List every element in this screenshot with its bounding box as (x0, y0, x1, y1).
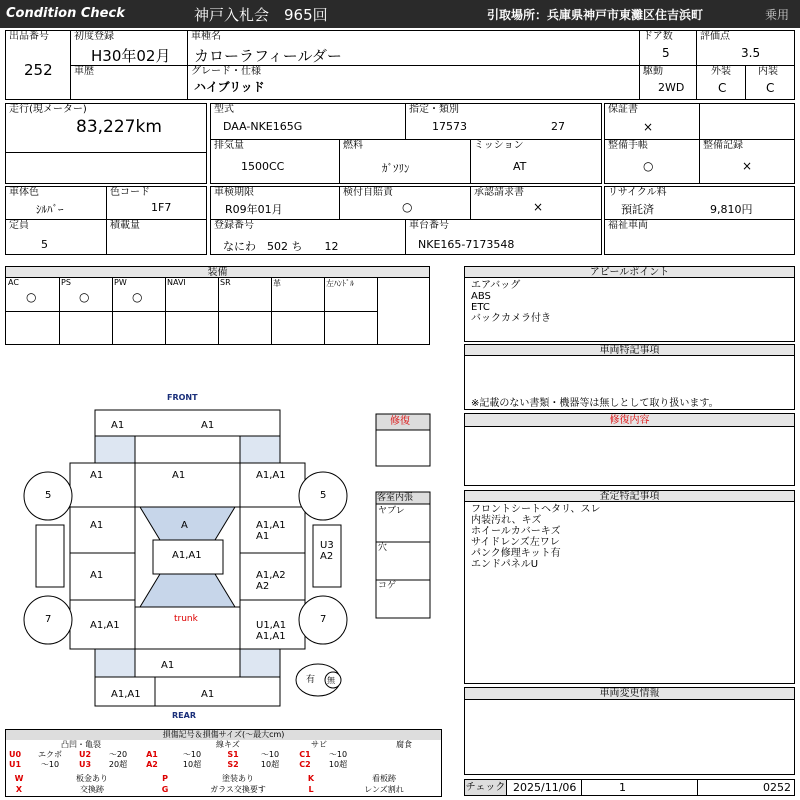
equipment-item (112, 278, 166, 312)
damage-code: A1 (201, 689, 215, 700)
damage-code: U3 (320, 540, 334, 551)
legend-code: U3 (78, 760, 92, 769)
legend (5, 729, 442, 797)
legend-desc: 10超 (182, 760, 202, 769)
car-diagram-svg (0, 380, 460, 720)
legend-code: S2 (227, 760, 239, 769)
legend-desc: 〜20 (108, 750, 128, 759)
check-label: チェック (465, 782, 506, 793)
equipment-label: PS (61, 278, 71, 287)
legend-code: G (161, 785, 169, 794)
tire-rear-left: 7 (45, 614, 52, 625)
damage-code: A1 (161, 660, 175, 671)
legend-desc: 〜10 (182, 750, 202, 759)
damage-code: A1 (201, 420, 215, 431)
damage-code: A1,A1 (111, 689, 141, 700)
change-panel (464, 699, 795, 775)
type-cell: 型式 DAA-NKE165G (210, 103, 406, 140)
car-diagram (0, 380, 460, 720)
tire-front-right: 5 (320, 490, 327, 501)
ccode-cell: 色コード 1F7 (106, 186, 207, 220)
color-value: ｼﾙﾊﾞｰ (36, 203, 64, 216)
equipment-label: AC (8, 278, 19, 287)
plate-cell: 登録番号 なにわ 502 ち 12 (210, 219, 406, 255)
equipment-label: PW (114, 278, 127, 287)
recycle-fee: 9,810円 (710, 203, 753, 216)
legend-code: C2 (299, 760, 311, 769)
special-panel (464, 355, 795, 410)
damage-code: A1,A1 (256, 470, 286, 481)
lot-cell: 出品番号 252 (5, 30, 71, 100)
interior-label: 客室内張 (377, 493, 414, 503)
disp-cell: 排気量 1500CC (210, 139, 340, 184)
legend-h2: 線キズ (216, 740, 240, 749)
legend-desc: 交換跡 (80, 785, 104, 794)
damage-code: A1 (111, 420, 125, 431)
damage-code: A1,A2 (256, 570, 286, 581)
warranty-extra-cell (699, 103, 795, 140)
legend-desc: 〜10 (328, 750, 348, 759)
legend-code: P (162, 774, 168, 783)
doors-cell: ドア数 5 (639, 30, 697, 66)
category-cell: 指定・類別 17573 27 (405, 103, 602, 140)
record-cell: 整備記録 × (699, 139, 795, 184)
check-date: 2025/11/06 (513, 781, 577, 794)
interior-item: ヤブレ (378, 506, 405, 516)
approve-cell: 承認請求書 × (470, 186, 602, 220)
manual-cell: 整備手帳 ○ (604, 139, 700, 184)
repair-content-panel (464, 426, 795, 486)
equipment-label: NAVI (167, 278, 186, 287)
spare-label: 有 (306, 675, 316, 685)
welfare-cell: 福祉車両 (604, 219, 795, 255)
grade-value: ハイブリッド (194, 80, 265, 94)
equipment-empty-cell (6, 312, 60, 345)
equipment-label: SR (220, 278, 231, 287)
color-cell: 車体色 ｼﾙﾊﾞｰ (5, 186, 107, 220)
equipment-empty-cell (271, 312, 325, 345)
ccode-value: 1F7 (151, 201, 172, 214)
mission-cell: ミッション AT (470, 139, 602, 184)
insurance-cell: 検付自賠責 ○ (339, 186, 471, 220)
damage-code: A2 (256, 581, 270, 592)
disp-value: 1500CC (241, 160, 285, 173)
first-reg-cell: 初度登録 H30年02月 (70, 30, 188, 66)
legend-headers (6, 740, 441, 750)
recycle-status: 預託済 (621, 203, 654, 216)
int-cell: 内装 C (745, 65, 795, 100)
legend-code: U1 (8, 760, 22, 769)
approve-value: × (533, 200, 544, 214)
score-value: 3.5 (741, 46, 761, 60)
damage-code: A1 (90, 570, 104, 581)
legend-desc: 板金あり (76, 774, 108, 783)
category-label: 乗用 (765, 8, 790, 22)
footer-bar (464, 779, 795, 796)
chassis-cell: 車台番号 NKE165-7173548 (405, 219, 602, 255)
insurance-value: ○ (402, 200, 413, 214)
first-reg-value: H30年02月 (91, 47, 171, 65)
warranty-value: × (643, 120, 654, 134)
plate-value: なにわ 502 ち 12 (223, 240, 339, 253)
tire-front-left: 5 (45, 490, 52, 501)
equipment-item (59, 278, 113, 312)
equipment-title: 装備 (5, 266, 430, 278)
mileage-cell: 走行(現メーター) 83,227km (5, 103, 207, 153)
legend-code: S1 (227, 750, 239, 759)
cat2-value: 27 (551, 120, 565, 133)
inspection-title: 査定特記事項 (464, 490, 795, 502)
model-cell: 車種名 カローラフィールダー (187, 30, 640, 66)
equipment-label: 革 (273, 279, 281, 288)
warranty-cell: 保証書 × (604, 103, 700, 140)
legend-desc: ガラス交換要す (210, 785, 266, 794)
mileage-value: 83,227km (76, 117, 162, 137)
legend-desc: 看板跡 (372, 774, 396, 783)
equipment-empty-cell (218, 312, 272, 345)
legend-desc: 〜10 (260, 750, 280, 759)
lot-number: 252 (24, 61, 53, 79)
legend-code: U2 (78, 750, 92, 759)
appeal-title: アピールポイント (464, 266, 795, 278)
damage-code: A1,A1 (90, 620, 120, 631)
change-title: 車両変更情報 (464, 687, 795, 700)
appeal-panel (464, 277, 795, 342)
equipment-mark: ○ (26, 290, 37, 304)
damage-code: A1 (90, 520, 104, 531)
damage-code: A1,A1 (172, 550, 202, 561)
equipment-mark: ○ (132, 290, 143, 304)
legend-code: A1 (146, 750, 158, 759)
equipment-item (165, 278, 219, 312)
record-value: × (742, 159, 753, 173)
ext-cell: 外装 C (696, 65, 746, 100)
damage-code: U1,A1 (256, 620, 287, 631)
grade-cell: グレード・仕様 ハイブリッド (187, 65, 640, 100)
legend-h3: サビ (311, 740, 327, 749)
inspect-cell: 車検期限 R09年01月 (210, 186, 340, 220)
equipment-grid (5, 277, 430, 345)
legend-h1: 凸凹・亀裂 (61, 740, 101, 749)
drive-cell: 駆動 2WD (639, 65, 697, 100)
equipment-empty-cell (112, 312, 166, 345)
equipment-empty-cell (324, 312, 378, 345)
check-code: 0252 (763, 781, 791, 794)
special-title: 車両特記事項 (464, 344, 795, 356)
interior-item: 穴 (378, 543, 388, 553)
inspect-value: R09年01月 (225, 203, 283, 216)
special-text: ※記載のない書類・機器等は無しとして取り扱います。 (471, 398, 719, 409)
fuel-cell: 燃料 ｶﾞｿﾘﾝ (339, 139, 471, 184)
int-value: C (766, 81, 775, 95)
ext-value: C (718, 81, 727, 95)
tire-rear-right: 7 (320, 614, 327, 625)
legend-desc: エクボ (38, 750, 62, 759)
inspection-text: フロントシートヘタリ、スレ 内装汚れ、キズ ホイールカバーキズ サイドレンズ左ワレ パンク修理キット有 エンドパネルU (471, 504, 601, 570)
load-cell: 積載量 (106, 219, 207, 255)
equipment-mark: ○ (79, 290, 90, 304)
model-value: カローラフィールダー (194, 47, 342, 65)
damage-code: A1,A1 (256, 520, 286, 531)
inspection-panel (464, 501, 795, 684)
equipment-item (218, 278, 272, 312)
trunk-label: trunk (174, 614, 198, 624)
legend-code: K (307, 774, 315, 783)
check-num: 1 (619, 781, 626, 794)
repair-label: 修復 (390, 416, 410, 427)
legend-desc: 20超 (108, 760, 128, 769)
rear-label: REAR (172, 711, 196, 720)
manual-value: ○ (643, 159, 654, 173)
legend-code: C1 (299, 750, 311, 759)
fuel-value: ｶﾞｿﾘﾝ (382, 162, 410, 175)
equipment-item (6, 278, 60, 312)
type-value: DAA-NKE165G (223, 120, 303, 133)
legend-desc: 塗装あり (222, 774, 254, 783)
cap-value: 5 (41, 238, 48, 251)
legend-code: U0 (8, 750, 22, 759)
interior-item: コゲ (378, 581, 397, 591)
equipment-empty-cell (59, 312, 113, 345)
damage-code: A1 (90, 470, 104, 481)
legend-desc: レンズ割れ (364, 785, 404, 794)
cap-cell: 定員 5 (5, 219, 107, 255)
damage-code: A1,A1 (256, 631, 286, 642)
legend-code: W (14, 774, 24, 783)
doors-value: 5 (662, 46, 670, 60)
mileage-extra-cell (5, 152, 207, 184)
appeal-text: エアバッグ ABS ETC バックカメラ付き (471, 280, 551, 324)
damage-code: A1 (172, 470, 186, 481)
equipment-empty-cell (165, 312, 219, 345)
equipment-label: 左ﾊﾝﾄﾞﾙ (326, 279, 354, 288)
legend-code: X (15, 785, 23, 794)
header-bar (0, 0, 800, 28)
chassis-value: NKE165-7173548 (418, 238, 515, 251)
brand-title: Condition Check (6, 6, 125, 21)
cat1-value: 17573 (432, 120, 467, 133)
score-cell: 評価点 3.5 (696, 30, 795, 66)
front-label: FRONT (167, 393, 198, 402)
legend-desc: 10超 (328, 760, 348, 769)
damage-code: A (181, 520, 188, 531)
recycle-cell: リサイクル料 預託済 9,810円 (604, 186, 795, 220)
drive-value: 2WD (658, 81, 685, 94)
legend-desc: 〜10 (40, 760, 60, 769)
auction-title: 神戸入札会 965回 (194, 6, 328, 24)
damage-code: A1 (256, 531, 270, 542)
legend-desc: 10超 (260, 760, 280, 769)
pickup-location: 引取場所：兵庫県神戸市東灘区住吉浜町 (487, 8, 704, 22)
damage-code: A2 (320, 551, 334, 562)
mission-value: AT (513, 160, 527, 173)
history-cell: 車歴 (70, 65, 188, 100)
legend-code: A2 (146, 760, 158, 769)
repair-content-title: 修復内容 (464, 413, 795, 427)
spare-mark: 無 (327, 676, 335, 685)
equipment-item (324, 278, 378, 312)
legend-code: L (308, 785, 314, 794)
legend-title: 損傷記号＆損傷サイズ(〜最大cm) (6, 730, 441, 740)
legend-h4: 腐食 (396, 740, 412, 749)
equipment-item (271, 278, 325, 312)
